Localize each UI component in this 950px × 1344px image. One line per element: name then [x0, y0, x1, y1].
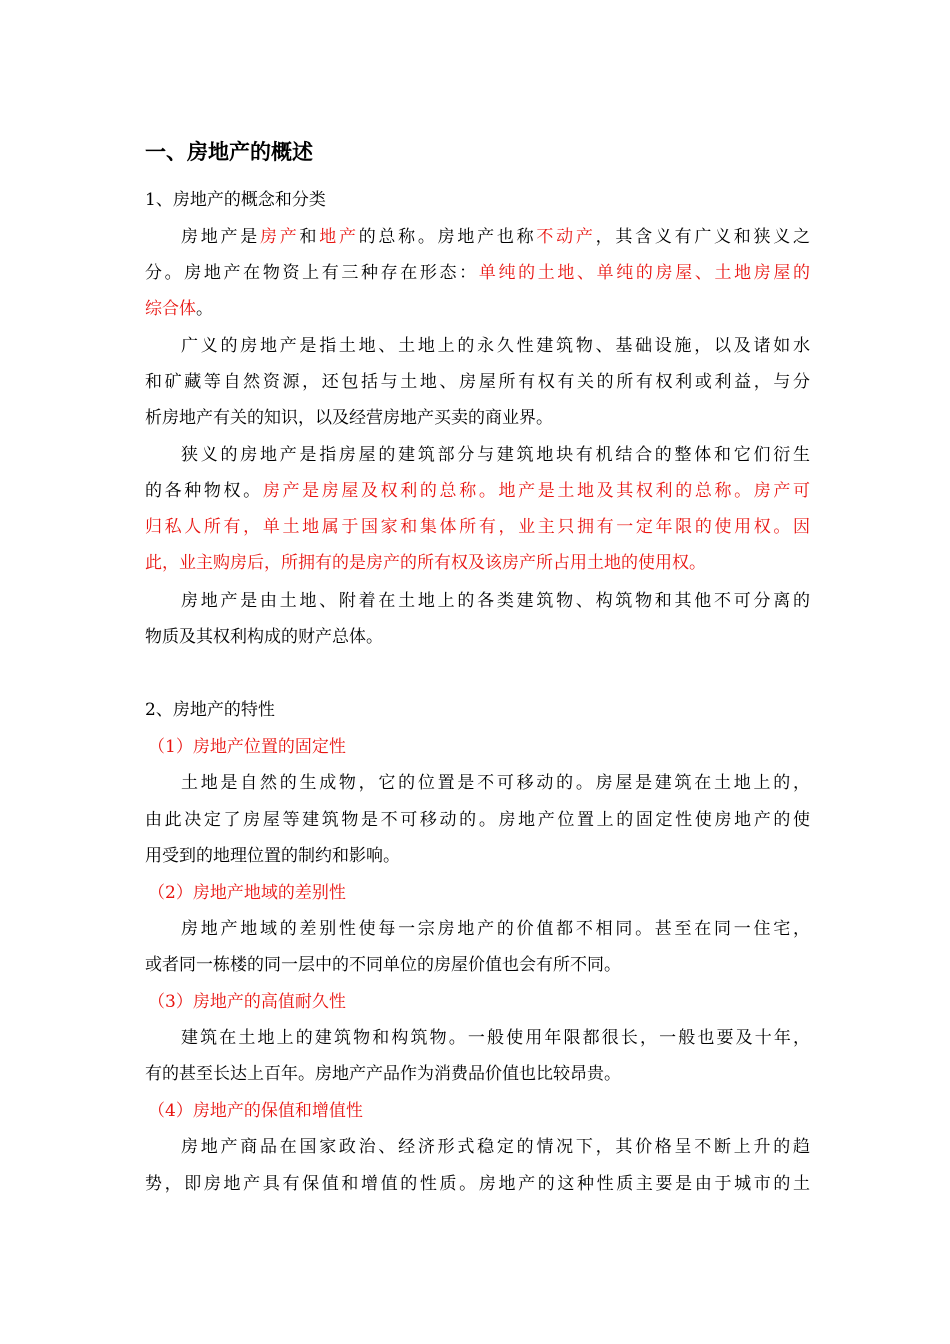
para1-highlight: 综合体	[145, 299, 196, 319]
para4-line2: 物质及其权利构成的财产总体。	[145, 627, 383, 647]
page-title: 一、房地产的概述	[145, 139, 313, 164]
para2-line1: 广义的房地产是指土地、土地上的永久性建筑物、基础设施，以及诸如水	[181, 336, 810, 356]
para1-text: 房地产是	[181, 227, 260, 247]
trait-text-line: 由此决定了房屋等建筑物是不可移动的。房地产位置上的固定性使房地产的使	[145, 810, 810, 830]
trait-heading: （3）房地产的高值耐久性	[148, 992, 346, 1012]
para1-highlight: 不动产	[536, 227, 596, 247]
para3-line3: 归私人所有，单土地属于国家和集体所有，业主只拥有一定年限的使用权。因	[145, 517, 810, 537]
trait-heading: （1）房地产位置的固定性	[148, 737, 346, 757]
para3-text: 的各种物权。	[145, 481, 263, 501]
trait-text-line: 建筑在土地上的建筑物和构筑物。一般使用年限都很长，一般也要及十年，	[181, 1028, 810, 1048]
para1-line1	[181, 225, 810, 249]
trait-text-line: 或者同一栋楼的同一层中的不同单位的房屋价值也会有所不同。	[145, 955, 621, 975]
para1-highlight: 地产	[319, 227, 359, 247]
para3-line2	[145, 479, 810, 503]
para3-highlight: 房产是房屋及权利的总称。地产是土地及其权利的总称。房产可	[262, 481, 811, 501]
trait-heading: （2）房地产地域的差别性	[148, 883, 346, 903]
trait-text-line: 有的甚至长达上百年。房地产产品作为消费品价值也比较昂贵。	[145, 1064, 621, 1084]
para3-line4: 此，业主购房后，所拥有的是房产的所有权及该房产所占用土地的使用权。	[145, 553, 706, 573]
para2-line3: 析房地产有关的知识，以及经营房地产买卖的商业界。	[145, 408, 553, 428]
trait-text-line: 用受到的地理位置的制约和影响。	[145, 846, 400, 866]
para1-highlight: 房产	[259, 227, 300, 247]
section-heading-1: 1、房地产的概念和分类	[145, 190, 326, 210]
para1-line3	[145, 297, 213, 321]
para1-text: 分。房地产在物资上有三种存在形态：	[145, 263, 479, 283]
para2-line2: 和矿藏等自然资源，还包括与土地、房屋所有权有关的所有权利或利益，与分	[145, 372, 810, 392]
trait-text-line: 房地产地域的差别性使每一宗房地产的价值都不相同。甚至在同一住宅，	[181, 919, 810, 939]
trait-text-line: 房地产商品在国家政治、经济形式稳定的情况下，其价格呈不断上升的趋	[181, 1137, 810, 1157]
section-heading-2: 2、房地产的特性	[145, 700, 275, 720]
para1-text: 的总称。房地产也称	[358, 227, 537, 247]
para4-line1: 房地产是由土地、附着在土地上的各类建筑物、构筑物和其他不可分离的	[181, 591, 810, 611]
trait-text-line: 土地是自然的生成物，它的位置是不可移动的。房屋是建筑在土地上的，	[181, 773, 810, 793]
para1-text: 。	[196, 299, 213, 319]
para1-text: 和	[299, 227, 320, 247]
para1-line2	[145, 261, 810, 285]
para1-text: ，其含义有广义和狭义之	[595, 227, 811, 247]
para3-line1: 狭义的房地产是指房屋的建筑部分与建筑地块有机结合的整体和它们衍生	[181, 445, 810, 465]
para1-highlight: 单纯的土地、单纯的房屋、土地房屋的	[478, 263, 811, 283]
trait-text-line: 势，即房地产具有保值和增值的性质。房地产的这种性质主要是由于城市的土	[145, 1174, 810, 1194]
trait-heading: （4）房地产的保值和增值性	[148, 1101, 363, 1121]
